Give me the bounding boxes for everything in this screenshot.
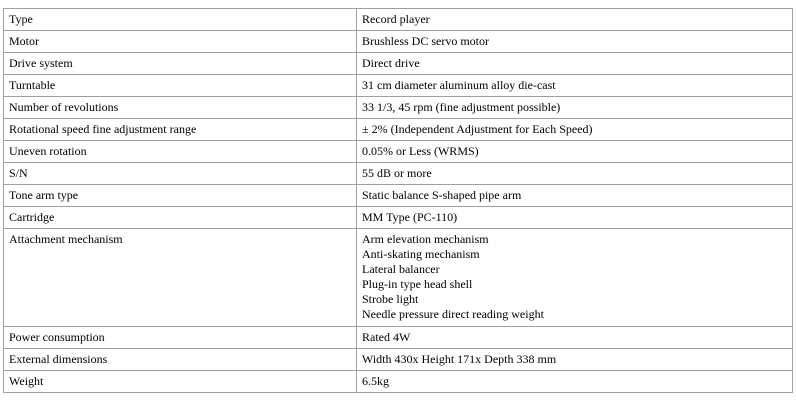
spec-value: 6.5kg [357,371,793,393]
spec-value: Static balance S-shaped pipe arm [357,185,793,207]
table-row [4,31,793,53]
spec-value: Brushless DC servo motor [357,31,793,53]
spec-label: Turntable [4,75,357,97]
spec-value: 55 dB or more [357,163,793,185]
spec-label: Rotational speed fine adjustment range [4,119,357,141]
spec-value-list [357,229,793,327]
table-row [4,327,793,349]
attachment-item: Arm elevation mechanism [362,232,489,246]
table-row [4,141,793,163]
table-row [4,163,793,185]
attachment-item: Needle pressure direct reading weight [362,307,544,321]
table-row [4,185,793,207]
spec-table [3,8,793,393]
spec-value: 0.05% or Less (WRMS) [357,141,793,163]
spec-label: Uneven rotation [4,141,357,163]
table-row [4,119,793,141]
spec-value: Rated 4W [357,327,793,349]
table-row [4,53,793,75]
spec-value: Direct drive [357,53,793,75]
table-row [4,371,793,393]
spec-label: Tone arm type [4,185,357,207]
table-row [4,229,793,327]
spec-value: MM Type (PC-110) [357,207,793,229]
spec-label: Number of revolutions [4,97,357,119]
spec-label: Power consumption [4,327,357,349]
table-row [4,9,793,31]
spec-value: ± 2% (Independent Adjustment for Each Speed) [357,119,793,141]
table-row [4,75,793,97]
spec-label: Type [4,9,357,31]
spec-value: 31 cm diameter aluminum alloy die-cast [357,75,793,97]
spec-value: Record player [357,9,793,31]
attachment-item: Strobe light [362,292,419,306]
spec-label: S/N [4,163,357,185]
table-row [4,349,793,371]
spec-label: Weight [4,371,357,393]
table-row [4,207,793,229]
attachment-item: Plug-in type head shell [362,277,473,291]
attachment-item: Lateral balancer [362,262,440,276]
attachment-item: Anti-skating mechanism [362,247,480,261]
spec-value: Width 430x Height 171x Depth 338 mm [357,349,793,371]
spec-label: Attachment mechanism [4,229,357,327]
spec-label: Cartridge [4,207,357,229]
spec-label: Drive system [4,53,357,75]
spec-label: External dimensions [4,349,357,371]
table-row [4,97,793,119]
spec-label: Motor [4,31,357,53]
spec-value: 33 1/3, 45 rpm (fine adjustment possible) [357,97,793,119]
